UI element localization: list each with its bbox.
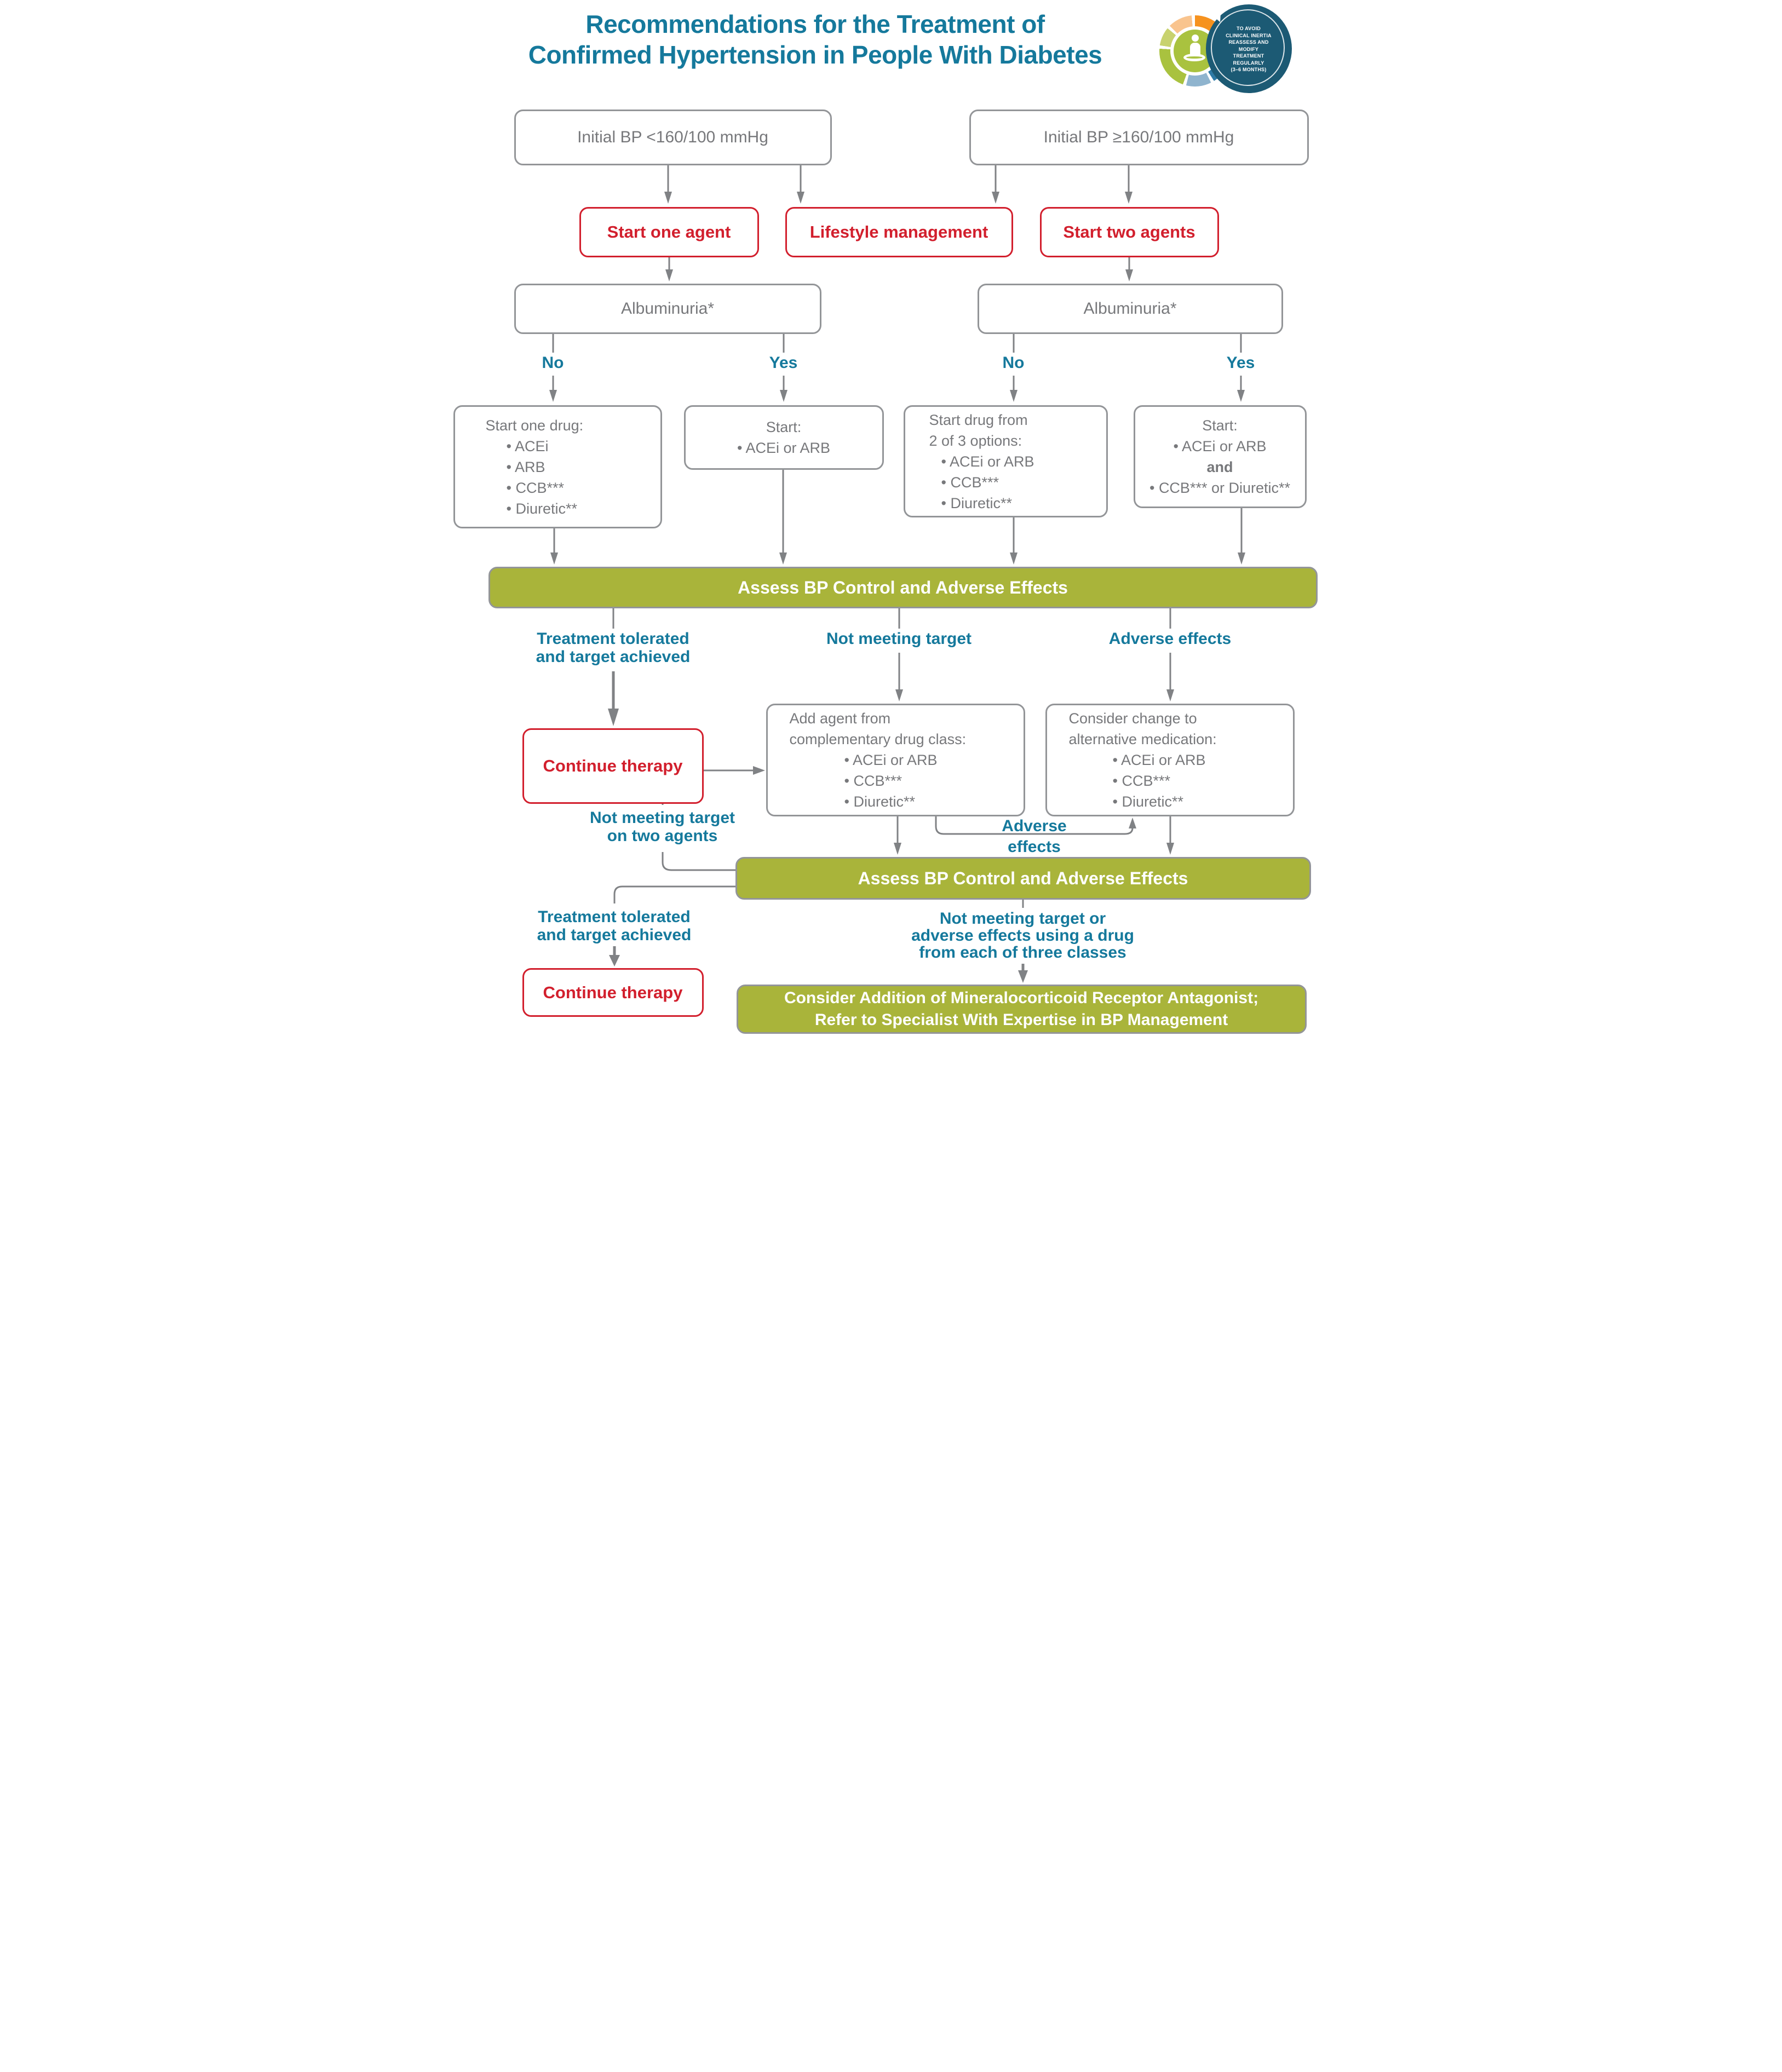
node-start-one-agent [579, 207, 759, 257]
combination-heading: Start: [1202, 417, 1238, 434]
badge-line: (3–6 MONTHS) [1231, 67, 1267, 72]
arrowhead-bplow-startone [664, 192, 672, 204]
badge-line: TO AVOID [1237, 26, 1261, 31]
label-adverse-effects-2-word1: Adverse [1002, 817, 1067, 835]
page-title-line2: Confirmed Hypertension in People With Diabetes [528, 41, 1102, 69]
consider-change-item: • CCB*** [1112, 773, 1170, 789]
two-of-three-item: • ACEi or ARB [941, 453, 1034, 470]
node-albuminuria-right [978, 284, 1283, 334]
arrowhead-drugA-bar1 [550, 552, 558, 565]
treatment-tolerated-1-line2: and target achieved [536, 648, 691, 666]
elbow-bar2-to-twoagents [663, 852, 735, 870]
add-agent-item: • ACEi or ARB [844, 752, 938, 768]
start-acei-arb-heading: Start: [766, 419, 802, 435]
not-meeting-or-adverse-line3: from each of three classes [919, 943, 1126, 962]
two-of-three-heading-line2: 2 of 3 options: [929, 432, 1022, 449]
node-lifestyle-management-label: Lifestyle management [809, 222, 988, 241]
arrowhead-bplow-lifestyle [797, 192, 804, 204]
not-meeting-or-adverse-line1: Not meeting target or [939, 910, 1106, 928]
treatment-tolerated-2-line1: Treatment tolerated [538, 908, 691, 926]
node-add-agent [766, 704, 1025, 816]
final-recommendation-line2: Refer to Specialist With Expertise in BP Management [814, 1011, 1228, 1029]
node-albuminuria-left-label: Albuminuria* [620, 300, 715, 318]
continue-therapy-2-label: Continue therapy [543, 982, 683, 1002]
badge-line: TREATMENT [1233, 53, 1264, 59]
start-one-drug-item: • Diuretic** [506, 500, 577, 517]
start-one-drug-item: • ARB [506, 458, 545, 475]
arrowhead-drugC-bar1 [1010, 552, 1018, 565]
arrowhead-tolerated-continue1 [608, 709, 619, 726]
arrowhead-adverse-consider [1166, 689, 1174, 701]
node-initial-bp-low-label: Initial BP <160/100 mmHg [577, 128, 768, 146]
start-one-drug-item: • ACEi [506, 438, 549, 454]
arrowhead-finalbox [1018, 970, 1028, 983]
person-icon [1192, 34, 1199, 42]
arrowhead-no1 [549, 390, 557, 402]
node-start-two-of-three [904, 405, 1108, 517]
label-yes-right: Yes [1226, 354, 1255, 372]
two-of-three-item: • Diuretic** [941, 494, 1012, 511]
add-agent-item: • CCB*** [844, 773, 902, 789]
combination-item1: • ACEi or ARB [1173, 438, 1267, 454]
label-no-right: No [1002, 354, 1025, 372]
add-agent-heading-line1: Add agent from [789, 710, 891, 727]
node-start-one-drug [453, 405, 662, 528]
node-initial-bp-high [969, 110, 1309, 165]
label-yes-left: Yes [769, 354, 798, 372]
arrowhead-tolerated2-continue2 [609, 955, 620, 966]
treatment-tolerated-2-line2: and target achieved [537, 926, 692, 944]
badge-line: MODIFY [1238, 46, 1259, 52]
label-treatment-tolerated-2 [537, 908, 692, 944]
label-no-left: No [542, 354, 564, 372]
flowchart-canvas [446, 0, 1337, 1036]
arrowhead-bphigh-lifestyle [992, 192, 999, 204]
final-recommendation-line1: Consider Addition of Mineralocorticoid Receptor Antagonist; [784, 989, 1259, 1007]
reassess-badge [1206, 4, 1292, 93]
arrowhead-drugD-bar1 [1238, 552, 1245, 565]
two-of-three-heading-line1: Start drug from [929, 411, 1028, 428]
consider-change-item: • Diuretic** [1112, 793, 1183, 810]
add-agent-item: • Diuretic** [844, 793, 915, 810]
consider-change-heading-line1: Consider change to [1068, 710, 1197, 727]
arrowhead-startone-alb [665, 269, 673, 281]
label-not-meeting-target: Not meeting target [826, 630, 972, 648]
page-title-line1: Recommendations for the Treatment of [585, 10, 1045, 38]
arrowhead-bphigh-starttwo [1125, 192, 1133, 204]
badge-line: REGULARLY [1233, 60, 1264, 66]
combination-and: and [1206, 459, 1233, 475]
add-agent-heading-line2: complementary drug class: [789, 731, 967, 747]
arrowhead-starttwo-alb [1125, 269, 1133, 281]
arrowhead-addagent-bar2 [894, 843, 901, 855]
arrowhead-drugB-bar1 [779, 552, 787, 565]
assess-bar-2-label: Assess BP Control and Adverse Effects [858, 868, 1188, 888]
reassess-badge-text [1206, 25, 1292, 73]
arrowhead-yes1 [780, 390, 787, 402]
start-acei-arb-item: • ACEi or ARB [737, 440, 830, 456]
node-consider-change [1045, 704, 1295, 816]
label-not-meeting-two-agents [590, 809, 735, 845]
arrowhead-twoagents-right [753, 766, 765, 775]
combination-item2: • CCB*** or Diuretic** [1149, 480, 1291, 496]
label-not-meeting-or-adverse [911, 910, 1134, 961]
node-start-one-agent-label: Start one agent [607, 222, 731, 241]
label-treatment-tolerated-1 [536, 630, 691, 666]
arrowhead-adverse2-up [1129, 818, 1136, 828]
node-start-two-agents-label: Start two agents [1063, 222, 1195, 241]
elbow-bar2-to-tolerated2 [614, 887, 735, 903]
node-albuminuria-right-label: Albuminuria* [1083, 300, 1177, 318]
node-start-two-agents [1040, 207, 1219, 257]
assess-bar-2 [735, 857, 1311, 900]
node-start-acei-arb [684, 405, 884, 470]
node-continue-therapy-1 [522, 728, 704, 804]
label-adverse-effects-2-word2: effects [1008, 838, 1061, 856]
page-title [468, 9, 1163, 70]
label-adverse-effects: Adverse effects [1108, 630, 1232, 648]
node-final-recommendation [737, 985, 1307, 1034]
node-initial-bp-low [514, 110, 832, 165]
two-of-three-item: • CCB*** [941, 474, 999, 491]
arrowhead-consider-bar2 [1166, 843, 1174, 855]
consider-change-item: • ACEi or ARB [1112, 752, 1206, 768]
treatment-tolerated-1-line1: Treatment tolerated [537, 630, 689, 648]
person-icon-base [1183, 54, 1205, 61]
assess-bar-1-label: Assess BP Control and Adverse Effects [738, 577, 1068, 597]
assess-bar-1 [488, 567, 1318, 608]
node-albuminuria-left [514, 284, 821, 334]
two-agents-line1: Not meeting target [589, 809, 735, 827]
node-lifestyle-management [785, 207, 1013, 257]
node-continue-therapy-2 [522, 968, 704, 1017]
consider-change-heading-line2: alternative medication: [1068, 731, 1217, 747]
start-one-drug-heading: Start one drug: [485, 417, 584, 434]
continue-therapy-1-label: Continue therapy [543, 756, 683, 775]
arrowhead-no2 [1010, 390, 1018, 402]
two-agents-line2: on two agents [607, 827, 718, 845]
start-one-drug-item: • CCB*** [506, 479, 564, 496]
not-meeting-or-adverse-line2: adverse effects using a drug [911, 926, 1134, 945]
arrowhead-yes2 [1237, 390, 1245, 402]
node-start-combination [1134, 405, 1307, 508]
badge-line: REASSESS AND [1228, 39, 1269, 45]
badge-line: CLINICAL INERTIA [1226, 32, 1272, 38]
arrowhead-notmeeting-addagent [895, 689, 903, 701]
node-initial-bp-high-label: Initial BP ≥160/100 mmHg [1043, 128, 1234, 146]
